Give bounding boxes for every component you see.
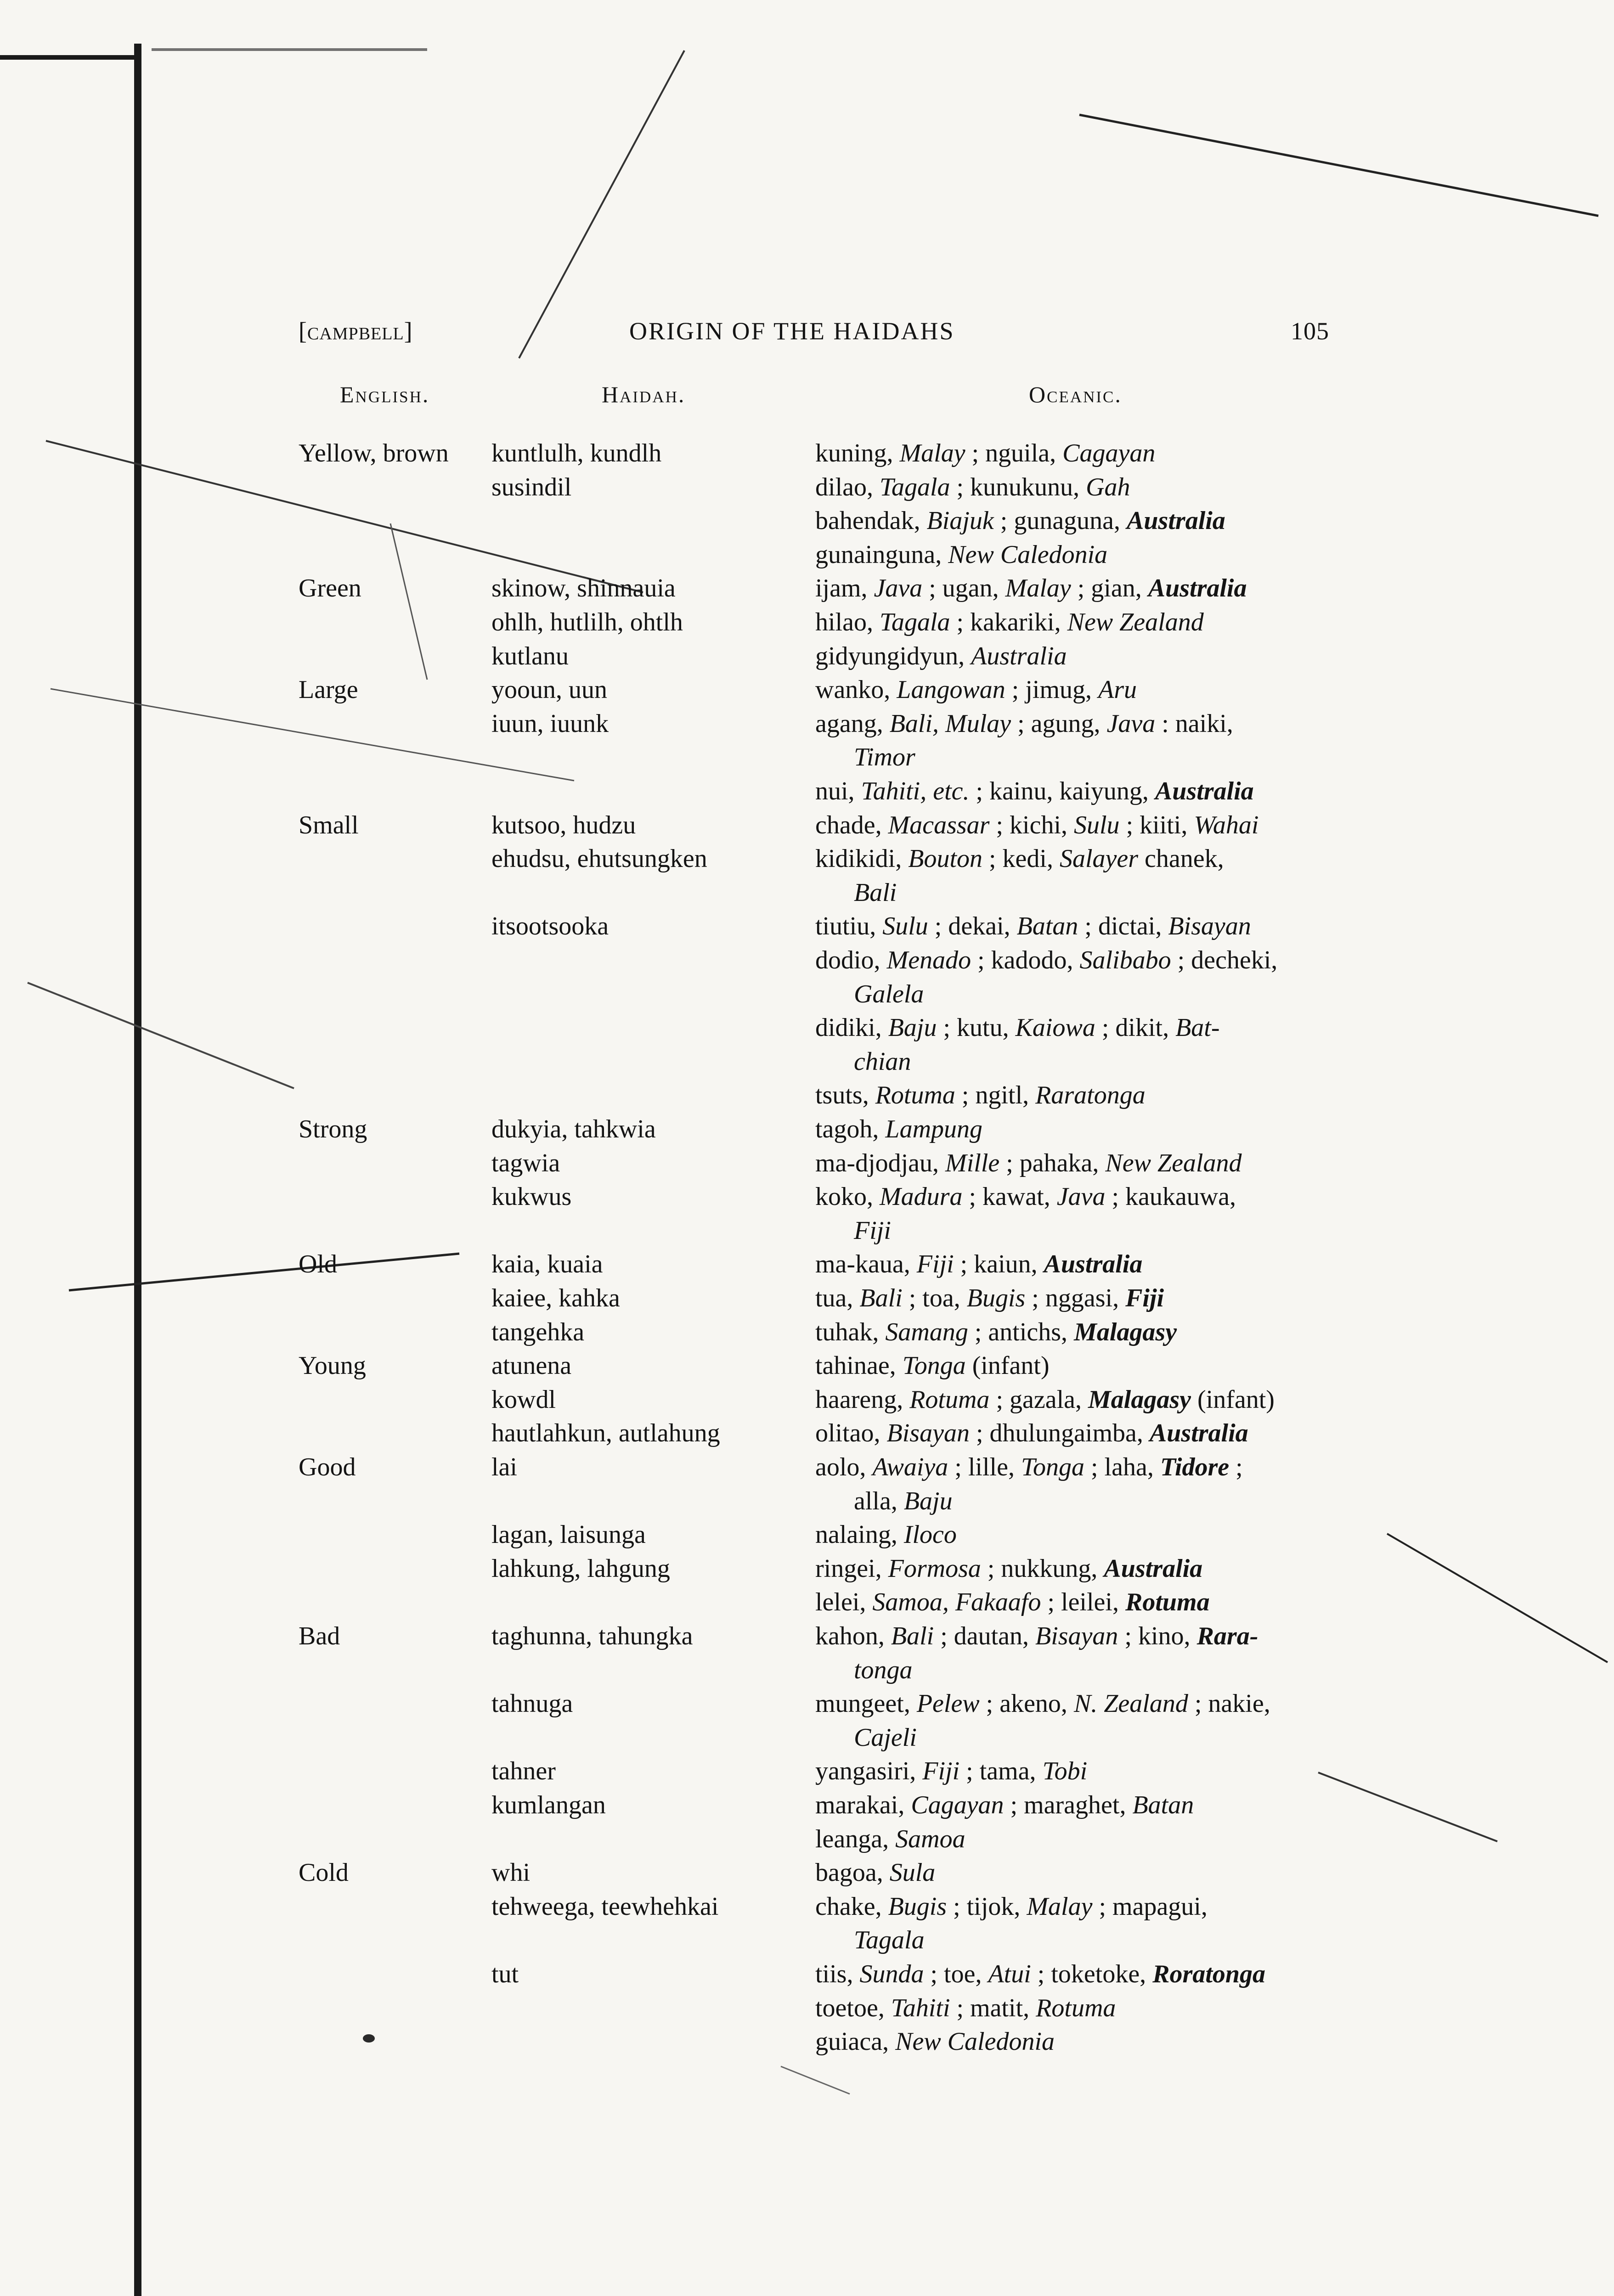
language-name: Australia xyxy=(971,642,1067,670)
oceanic-word: tahinae, xyxy=(815,1351,903,1380)
oceanic-word: ; kainu, kaiyung, xyxy=(969,777,1155,805)
oceanic-word: ; kaiun, xyxy=(954,1250,1044,1278)
language-name: Fiji xyxy=(916,1250,954,1278)
oceanic-word: nui, xyxy=(815,777,861,805)
language-name: Bugis xyxy=(888,1892,947,1921)
english-word: Good xyxy=(299,1453,356,1481)
oceanic-word: kidikidi, xyxy=(815,844,909,873)
oceanic-word: kahon, xyxy=(815,1622,891,1650)
language-name: Baju xyxy=(888,1013,937,1042)
oceanic-word: kuning, xyxy=(815,439,900,467)
oceanic-word: olitao, xyxy=(815,1419,887,1447)
language-name: tonga xyxy=(854,1656,913,1684)
oceanic-entry xyxy=(815,2025,1055,2059)
oceanic-entry xyxy=(815,740,915,774)
haidah-word: whi xyxy=(491,1858,530,1887)
oceanic-word: agang, xyxy=(815,709,890,738)
oceanic-entry xyxy=(815,1484,953,1518)
column-heading-haidah: Haidah. xyxy=(602,382,686,407)
oceanic-entry xyxy=(815,673,1137,707)
language-name: Java xyxy=(1056,1182,1106,1211)
haidah-word: kaia, kuaia xyxy=(491,1250,603,1278)
oceanic-word: ; kichi, xyxy=(989,811,1074,839)
oceanic-entry xyxy=(815,1856,935,1890)
language-name: Sulu xyxy=(882,912,928,940)
oceanic-word: ; ngitl, xyxy=(955,1081,1036,1109)
oceanic-entry xyxy=(815,1585,1210,1619)
running-head-author: [campbell] xyxy=(299,317,413,345)
oceanic-word: marakai, xyxy=(815,1791,911,1819)
language-name: Sunda xyxy=(859,1960,924,1988)
oceanic-word: nalaing, xyxy=(815,1520,904,1549)
oceanic-word xyxy=(815,1216,854,1245)
oceanic-word: (infant) xyxy=(1191,1385,1275,1414)
oceanic-entry xyxy=(815,1653,913,1687)
language-name: Malay xyxy=(1005,574,1071,602)
oceanic-entry xyxy=(815,1214,891,1248)
language-name: Bugis xyxy=(966,1284,1026,1312)
haidah-word: tut xyxy=(491,1960,519,1988)
oceanic-word: ; nakie, xyxy=(1188,1689,1270,1718)
language-name: Salayer xyxy=(1059,844,1139,873)
language-name: New Zealand xyxy=(1105,1149,1242,1177)
haidah-word: atunena xyxy=(491,1351,572,1380)
oceanic-word: ; akeno, xyxy=(979,1689,1074,1718)
oceanic-entry xyxy=(815,571,1247,605)
oceanic-word: ; agung, xyxy=(1011,709,1107,738)
oceanic-word: chake, xyxy=(815,1892,888,1921)
haidah-word: kutsoo, hudzu xyxy=(491,811,636,839)
oceanic-entry xyxy=(815,909,1251,943)
oceanic-word: ; laha, xyxy=(1084,1453,1160,1481)
oceanic-word xyxy=(815,980,854,1008)
oceanic-entry xyxy=(815,1383,1275,1417)
oceanic-word xyxy=(815,1656,854,1684)
haidah-word: kowdl xyxy=(491,1385,556,1414)
oceanic-word: tsuts, xyxy=(815,1081,875,1109)
haidah-word: tangehka xyxy=(491,1318,585,1346)
oceanic-entry xyxy=(815,707,1233,741)
language-name: Wahai xyxy=(1194,811,1259,839)
haidah-word: yooun, uun xyxy=(491,675,607,704)
oceanic-word: ; dekai, xyxy=(928,912,1017,940)
english-word: Strong xyxy=(299,1115,367,1143)
haidah-word: itsootsooka xyxy=(491,912,609,940)
language-name: Formosa xyxy=(888,1554,981,1583)
haidah-word: kuntlulh, kundlh xyxy=(491,439,662,467)
language-name: Bouton xyxy=(908,844,982,873)
language-name: Cajeli xyxy=(854,1723,917,1752)
language-name: Lampung xyxy=(885,1115,983,1143)
language-name: Malay xyxy=(899,439,965,467)
oceanic-entry xyxy=(815,1349,1050,1383)
haidah-word: iuun, iuunk xyxy=(491,709,609,738)
english-word: Green xyxy=(299,574,361,602)
language-name: Timor xyxy=(854,743,915,771)
oceanic-entry xyxy=(815,1991,1116,2025)
language-name: chian xyxy=(854,1047,911,1076)
oceanic-entry xyxy=(815,1416,1248,1450)
language-name: Tonga xyxy=(1021,1453,1084,1481)
oceanic-word: ; dikit, xyxy=(1095,1013,1176,1042)
oceanic-entry xyxy=(815,1180,1236,1214)
language-name: Fiji xyxy=(1125,1284,1164,1312)
language-name: N. Zealand xyxy=(1073,1689,1188,1718)
oceanic-word: bahendak, xyxy=(815,506,927,535)
oceanic-word: koko, xyxy=(815,1182,880,1211)
oceanic-word: ; kutu, xyxy=(937,1013,1016,1042)
oceanic-entry xyxy=(815,1957,1265,1991)
oceanic-entry xyxy=(815,1890,1208,1924)
oceanic-entry xyxy=(815,1721,917,1755)
language-name: Samang xyxy=(885,1318,968,1346)
oceanic-word: ; kaukauwa, xyxy=(1105,1182,1236,1211)
language-name: Sula xyxy=(889,1858,936,1887)
oceanic-word: ; kunukunu, xyxy=(950,473,1086,501)
language-name: Langowan xyxy=(897,675,1005,704)
language-name: Galela xyxy=(854,980,924,1008)
language-name: Rotuma xyxy=(875,1081,955,1109)
oceanic-word: ; xyxy=(1229,1453,1243,1481)
oceanic-entry xyxy=(815,1923,925,1957)
language-name: Samoa xyxy=(895,1825,965,1853)
language-name: Baju xyxy=(903,1487,953,1515)
oceanic-entry xyxy=(815,1619,1258,1653)
oceanic-entry xyxy=(815,470,1130,504)
oceanic-word: ; dictai, xyxy=(1078,912,1168,940)
language-name: Tagala xyxy=(879,473,950,501)
oceanic-word: ringei, xyxy=(815,1554,888,1583)
language-name: Rotuma xyxy=(1036,1994,1116,2022)
oceanic-word: haareng, xyxy=(815,1385,910,1414)
oceanic-entry xyxy=(815,774,1254,808)
english-word: Cold xyxy=(299,1858,349,1887)
language-name: Madura xyxy=(880,1182,963,1211)
english-word: Young xyxy=(299,1351,366,1380)
oceanic-word: ma-kaua, xyxy=(815,1250,917,1278)
language-name: Java xyxy=(1106,709,1156,738)
language-name: Australia xyxy=(1148,574,1247,602)
oceanic-entry xyxy=(815,1112,982,1146)
haidah-word: tagwia xyxy=(491,1149,560,1177)
oceanic-word: hilao, xyxy=(815,608,880,636)
oceanic-word: mungeet, xyxy=(815,1689,917,1718)
language-name: Salibabo xyxy=(1079,946,1171,974)
language-name: Australia xyxy=(1044,1250,1143,1278)
oceanic-word: yangasiri, xyxy=(815,1757,923,1785)
oceanic-word: tua, xyxy=(815,1284,860,1312)
language-name: Bali xyxy=(854,878,897,907)
oceanic-word: ma-djodjau, xyxy=(815,1149,946,1177)
oceanic-word xyxy=(815,878,854,907)
oceanic-entry xyxy=(815,842,1224,876)
oceanic-word xyxy=(815,1926,854,1954)
oceanic-word xyxy=(815,1723,854,1752)
oceanic-word: chade, xyxy=(815,811,888,839)
language-name: Bisayan xyxy=(1168,912,1251,940)
oceanic-word: aolo, xyxy=(815,1453,873,1481)
haidah-word: dukyia, tahkwia xyxy=(491,1115,656,1143)
oceanic-entry xyxy=(815,1247,1142,1281)
language-name: Pelew xyxy=(916,1689,980,1718)
oceanic-entry xyxy=(815,1822,965,1856)
language-name: Tagala xyxy=(854,1926,925,1954)
oceanic-entry xyxy=(815,1788,1194,1822)
language-name: Tobi xyxy=(1042,1757,1088,1785)
language-name: Tahiti, etc. xyxy=(861,777,970,805)
oceanic-word: bagoa, xyxy=(815,1858,890,1887)
language-name: Batan xyxy=(1132,1791,1194,1819)
english-word: Yellow, brown xyxy=(299,439,449,467)
oceanic-word: ; mapagui, xyxy=(1092,1892,1208,1921)
oceanic-word: guiaca, xyxy=(815,2027,896,2056)
haidah-word: ehudsu, ehutsungken xyxy=(491,844,707,873)
oceanic-word: chanek, xyxy=(1138,844,1224,873)
language-name: Macassar xyxy=(888,811,990,839)
language-name: Cagayan xyxy=(1062,439,1156,467)
oceanic-word: dilao, xyxy=(815,473,880,501)
oceanic-word: lelei, xyxy=(815,1588,873,1616)
oceanic-entry xyxy=(815,1687,1270,1721)
oceanic-entry xyxy=(815,1146,1242,1180)
oceanic-entry xyxy=(815,538,1107,572)
language-name: New Caledonia xyxy=(895,2027,1055,2056)
haidah-word: kumlangan xyxy=(491,1791,606,1819)
language-name: Australia xyxy=(1127,506,1225,535)
oceanic-entry xyxy=(815,1045,911,1079)
oceanic-entry xyxy=(815,1281,1164,1315)
oceanic-entry xyxy=(815,1518,957,1552)
oceanic-word: tiis, xyxy=(815,1960,860,1988)
page-number: 105 xyxy=(1291,317,1329,345)
language-name: Samoa, Fakaafo xyxy=(872,1588,1041,1616)
oceanic-word: leanga, xyxy=(815,1825,896,1853)
haidah-word: kaiee, kahka xyxy=(491,1284,620,1312)
oceanic-word: dodio, xyxy=(815,946,887,974)
language-name: Fiji xyxy=(922,1757,960,1785)
language-name: Rotuma xyxy=(1125,1588,1210,1616)
haidah-word: skinow, shinnauia xyxy=(491,574,676,602)
oceanic-word: alla, xyxy=(815,1487,904,1515)
oceanic-word: ; dhulungaimba, xyxy=(969,1419,1150,1447)
language-name: Rotuma xyxy=(909,1385,990,1414)
english-word: Small xyxy=(299,811,359,839)
oceanic-entry xyxy=(815,1011,1220,1045)
oceanic-word: ; leilei, xyxy=(1041,1588,1125,1616)
language-name: Bisayan xyxy=(1035,1622,1118,1650)
oceanic-word: ; gazala, xyxy=(989,1385,1088,1414)
language-name: Tonga xyxy=(902,1351,966,1380)
language-name: Bat- xyxy=(1175,1013,1220,1042)
oceanic-word: ; toe, xyxy=(924,1960,988,1988)
oceanic-word: ; antichs, xyxy=(968,1318,1074,1346)
haidah-word: kukwus xyxy=(491,1182,572,1211)
oceanic-word: ; decheki, xyxy=(1171,946,1278,974)
oceanic-word: ; kiiti, xyxy=(1119,811,1194,839)
language-name: Tahiti xyxy=(891,1994,950,2022)
oceanic-entry xyxy=(815,1450,1243,1484)
oceanic-word: ; kedi, xyxy=(982,844,1060,873)
language-name: Gah xyxy=(1086,473,1130,501)
language-name: Malagasy xyxy=(1074,1318,1177,1346)
oceanic-entry xyxy=(815,1552,1202,1586)
language-name: Biajuk xyxy=(926,506,994,535)
oceanic-word: ; jimug, xyxy=(1005,675,1099,704)
oceanic-word: ; ugan, xyxy=(922,574,1005,602)
language-name: Awaiya xyxy=(872,1453,948,1481)
oceanic-entry xyxy=(815,639,1067,673)
column-heading-english: English. xyxy=(340,382,430,407)
oceanic-entry xyxy=(815,808,1258,842)
oceanic-word: ; dautan, xyxy=(934,1622,1036,1650)
oceanic-word: ; kakariki, xyxy=(950,608,1067,636)
oceanic-word: tagoh, xyxy=(815,1115,886,1143)
oceanic-entry xyxy=(815,504,1225,538)
oceanic-word: gunainguna, xyxy=(815,540,948,569)
haidah-word: lai xyxy=(491,1453,517,1481)
oceanic-word: wanko, xyxy=(815,675,897,704)
language-name: Tidore xyxy=(1160,1453,1230,1481)
haidah-word: taghunna, tahungka xyxy=(491,1622,693,1650)
english-word: Bad xyxy=(299,1622,340,1650)
english-word: Old xyxy=(299,1250,337,1278)
oceanic-word: : naiki, xyxy=(1155,709,1233,738)
haidah-word: tehweega, teewhehkai xyxy=(491,1892,719,1921)
oceanic-entry xyxy=(815,977,924,1011)
oceanic-word: ; toketoke, xyxy=(1031,1960,1153,1988)
haidah-word: lahkung, lahgung xyxy=(491,1554,670,1583)
oceanic-word: ; tama, xyxy=(959,1757,1043,1785)
oceanic-word xyxy=(815,1047,854,1076)
oceanic-word: ; tijok, xyxy=(947,1892,1027,1921)
oceanic-entry xyxy=(815,1078,1146,1112)
language-name: Cagayan xyxy=(911,1791,1004,1819)
oceanic-entry xyxy=(815,436,1155,470)
language-name: Rara- xyxy=(1196,1622,1258,1650)
language-name: Tagala xyxy=(879,608,950,636)
oceanic-entry xyxy=(815,1754,1087,1788)
language-name: Kaiowa xyxy=(1015,1013,1095,1042)
language-name: Bali xyxy=(891,1622,934,1650)
oceanic-entry xyxy=(815,876,897,910)
language-name: New Zealand xyxy=(1067,608,1204,636)
language-name: Batan xyxy=(1016,912,1078,940)
language-name: Roratonga xyxy=(1152,1960,1266,1988)
language-name: Bisayan xyxy=(886,1419,970,1447)
english-word: Large xyxy=(299,675,358,704)
oceanic-word: ; matit, xyxy=(950,1994,1036,2022)
language-name: Java xyxy=(874,574,923,602)
oceanic-word: (infant) xyxy=(965,1351,1050,1380)
language-name: Raratonga xyxy=(1035,1081,1146,1109)
oceanic-word: didiki, xyxy=(815,1013,888,1042)
language-name: Sulu xyxy=(1074,811,1120,839)
haidah-word: susindil xyxy=(491,473,572,501)
language-name: Malagasy xyxy=(1088,1385,1191,1414)
oceanic-word: ijam, xyxy=(815,574,874,602)
haidah-word: tahnuga xyxy=(491,1689,573,1718)
language-name: Fiji xyxy=(854,1216,891,1245)
oceanic-entry xyxy=(815,605,1204,639)
oceanic-word: ; gunaguna, xyxy=(993,506,1127,535)
language-name: Bali, Mulay xyxy=(889,709,1011,738)
language-name: Aru xyxy=(1098,675,1137,704)
haidah-word: lagan, laisunga xyxy=(491,1520,646,1549)
running-head-title: ORIGIN OF THE HAIDAHS xyxy=(629,317,955,345)
oceanic-entry xyxy=(815,943,1277,977)
language-name: Australia xyxy=(1149,1419,1248,1447)
haidah-word: kutlanu xyxy=(491,642,569,670)
language-name: Iloco xyxy=(903,1520,957,1549)
language-name: New Caledonia xyxy=(948,540,1108,569)
language-name: Bali xyxy=(859,1284,903,1312)
oceanic-word: ; nukkung, xyxy=(981,1554,1104,1583)
oceanic-word: ; nggasi, xyxy=(1025,1284,1126,1312)
oceanic-word: tuhak, xyxy=(815,1318,886,1346)
ink-smudge xyxy=(363,2034,375,2043)
oceanic-word: ; toa, xyxy=(902,1284,967,1312)
oceanic-word: ; maraghet, xyxy=(1004,1791,1133,1819)
column-heading-oceanic: Oceanic. xyxy=(1029,382,1122,407)
language-name: Atui xyxy=(988,1960,1031,1988)
language-name: Australia xyxy=(1104,1554,1203,1583)
oceanic-word xyxy=(815,743,854,771)
haidah-word: ohlh, hutlilh, ohtlh xyxy=(491,608,683,636)
language-name: Malay xyxy=(1027,1892,1093,1921)
oceanic-word: ; pahaka, xyxy=(999,1149,1106,1177)
language-name: Australia xyxy=(1155,777,1254,805)
oceanic-word: ; kino, xyxy=(1118,1622,1197,1650)
language-name: Menado xyxy=(886,946,971,974)
oceanic-word: toetoe, xyxy=(815,1994,891,2022)
oceanic-word: ; gian, xyxy=(1071,574,1148,602)
oceanic-entry xyxy=(815,1315,1177,1349)
oceanic-word: ; kadodo, xyxy=(971,946,1080,974)
oceanic-word: tiutiu, xyxy=(815,912,883,940)
language-name: Mille xyxy=(945,1149,1000,1177)
oceanic-word: ; kawat, xyxy=(962,1182,1057,1211)
haidah-word: tahner xyxy=(491,1757,556,1785)
oceanic-word: gidyungidyun, xyxy=(815,642,971,670)
oceanic-word: ; lille, xyxy=(948,1453,1021,1481)
haidah-word: hautlahkun, autlahung xyxy=(491,1419,720,1447)
oceanic-word: ; nguila, xyxy=(965,439,1063,467)
